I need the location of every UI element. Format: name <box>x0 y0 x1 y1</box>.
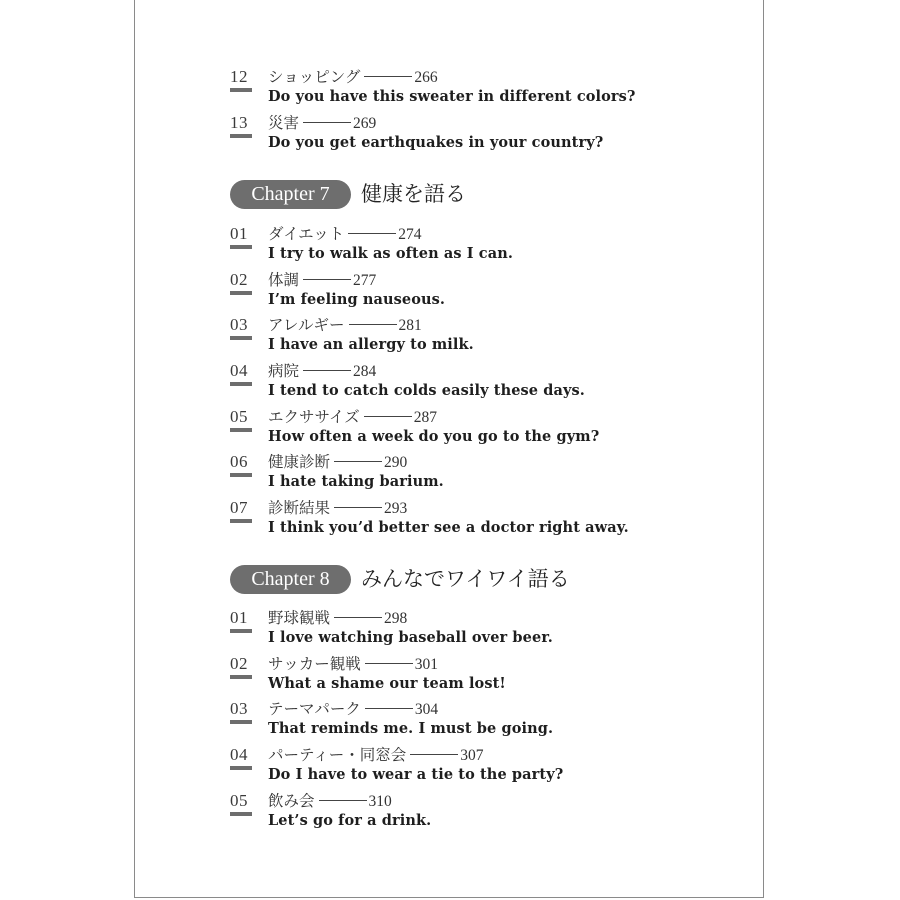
entry-phrase: I love watching baseball over beer. <box>268 629 553 646</box>
leader-line <box>410 754 458 755</box>
entry-number: 12 <box>230 67 252 87</box>
entry-page: 307 <box>460 747 484 765</box>
entry-topic: 飲み会 310 <box>268 791 392 810</box>
leader-line <box>365 708 413 709</box>
chapter-title: 健康を語る <box>361 182 466 206</box>
entry-page: 269 <box>353 114 377 132</box>
entry-topic: 病院 284 <box>268 362 377 381</box>
entry-topic: ダイエット 274 <box>268 225 422 243</box>
entry-phrase: I hate taking barium. <box>268 473 444 491</box>
entry-topic: 健康診断 290 <box>268 453 408 472</box>
entry-phrase: Do you get earthquakes in your country? <box>268 133 604 151</box>
entry-page: 284 <box>353 363 377 381</box>
entry-number: 01 <box>230 224 252 244</box>
entry-phrase: That reminds me. I must be going. <box>268 720 554 738</box>
entry-number: 05 <box>230 407 252 427</box>
entry-page: 277 <box>353 271 377 289</box>
entry-number: 05 <box>230 791 252 811</box>
chapter-label: Chapter 7 <box>230 180 351 209</box>
entry-number: 07 <box>230 498 252 518</box>
entry-page: 293 <box>384 500 408 518</box>
entry-number: 13 <box>230 113 252 133</box>
entry-topic: 診断結果 293 <box>268 499 408 518</box>
entry-topic: 体調 277 <box>268 270 377 289</box>
entry-phrase: I think you’d better see a doctor right away. <box>268 519 629 537</box>
leader-line <box>334 617 382 618</box>
entry-topic: テーマパーク 304 <box>268 700 439 719</box>
entry-number: 04 <box>230 361 252 381</box>
entry-number: 03 <box>230 315 252 335</box>
entry-number: 06 <box>230 452 252 472</box>
entry-topic: 災害 269 <box>268 113 377 132</box>
entry-phrase: How often a week do you go to the gym? <box>268 427 600 445</box>
leader-line <box>349 324 397 325</box>
leader-line <box>334 461 382 462</box>
entry-phrase: What a shame our team lost! <box>268 674 506 692</box>
leader-line <box>303 122 351 123</box>
entry-page: 266 <box>414 69 438 86</box>
entry-topic: 野球観戦 298 <box>268 609 408 627</box>
entry-phrase: Do I have to wear a tie to the party? <box>268 766 564 784</box>
entry-page: 298 <box>384 610 408 627</box>
entry-page: 274 <box>398 226 422 243</box>
entry-phrase: I’m feeling nauseous. <box>268 290 446 308</box>
chapter-label: Chapter 8 <box>230 565 351 594</box>
leader-line <box>334 507 382 508</box>
entry-topic: エクササイズ 287 <box>268 407 438 426</box>
entry-page: 304 <box>414 701 439 719</box>
entry-page: 287 <box>413 408 438 426</box>
entry-number: 02 <box>230 270 252 290</box>
leader-line <box>365 663 413 664</box>
entry-topic: サッカー観戦 301 <box>268 654 438 673</box>
leader-line <box>364 76 412 77</box>
entry-phrase: Do you have this sweater in different colors? <box>268 88 636 105</box>
leader-line <box>348 233 396 234</box>
entry-number: 03 <box>230 699 252 719</box>
entry-number: 01 <box>230 608 252 628</box>
entry-page: 290 <box>384 454 408 472</box>
entry-topic: ショッピング 266 <box>268 68 438 86</box>
entry-phrase: I have an allergy to milk. <box>268 336 474 354</box>
entry-phrase: I tend to catch colds easily these days. <box>268 382 585 400</box>
entry-phrase: Let’s go for a drink. <box>268 811 432 829</box>
leader-line <box>303 370 351 371</box>
entry-topic: パーティー・同窓会 307 <box>268 746 484 765</box>
entry-topic: アレルギー 281 <box>268 316 422 335</box>
entry-number: 04 <box>230 745 252 765</box>
entry-page: 301 <box>414 655 438 673</box>
leader-line <box>303 279 351 280</box>
entry-number: 02 <box>230 654 252 674</box>
leader-line <box>319 800 367 801</box>
entry-page: 310 <box>368 792 392 810</box>
entry-phrase: I try to walk as often as I can. <box>268 245 514 262</box>
leader-line <box>364 416 412 417</box>
entry-page: 281 <box>398 317 422 335</box>
chapter-title: みんなでワイワイ語る <box>361 567 570 591</box>
